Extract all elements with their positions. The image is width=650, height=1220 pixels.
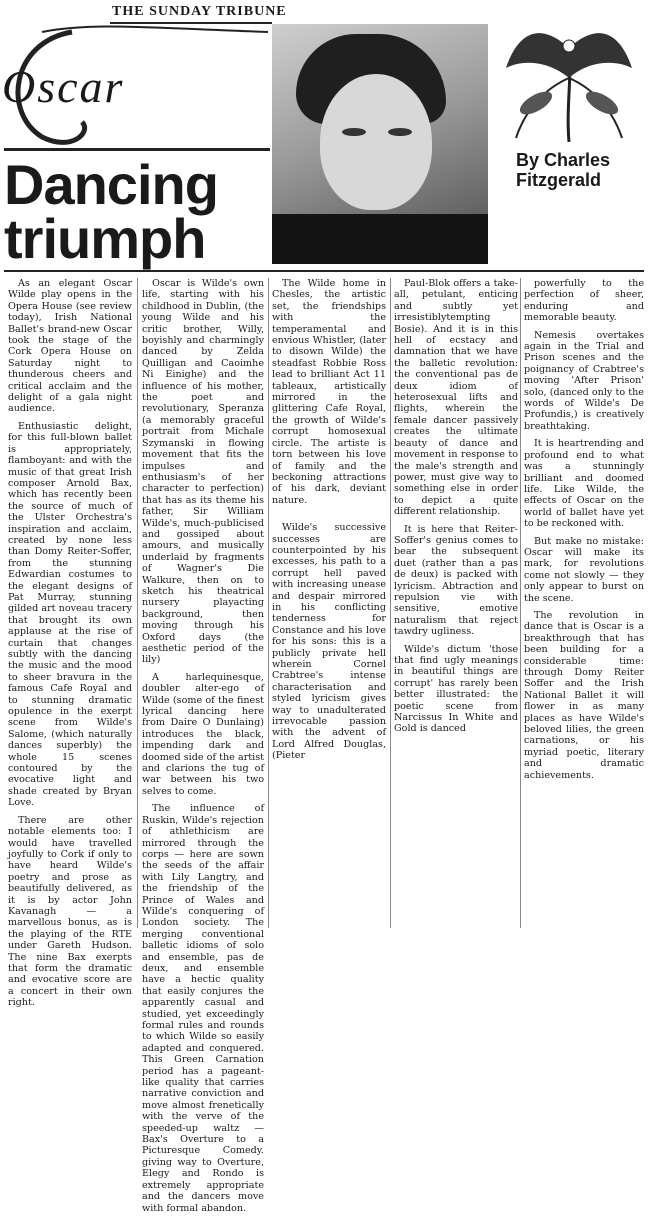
paragraph: It is heartrending and profound end to what was a stunningly brilliant and doomed life. Like Wilde, the effects of Oscar on the world of ballet have yet to be reckoned with.: [524, 438, 644, 530]
paragraph: Paul-Blok offers a take-all, petulant, enticing and subtly yet irresistiblytempting Bosie). And it is in this hell of ecstacy and damnation that we have the balletic revolution: the conventional pas de deux idiom of heterosexual lifts and flights, wherein the female dancer passively creates the ultimate beauty of dance and movement in response to the male's strength and power, must give way to something else in order to depict a quite different relationship.: [394, 278, 518, 518]
masthead: THE SUNDAY TRIBUNE: [112, 4, 287, 19]
paragraph: Oscar is Wilde's own life, starting with his childhood in Dublin, (the young Wilde and his critic brother, Willy, boyishly and charmingly danced by Zelda Quilligan and Caoimhe Ni Einighe) and the influence of his mother, the poet and revolutionary, Speranza (a memorably graceful portrait from Michale Szymanski in flowing movement that fits the impulses and enthusiasm's of her character to perfection) that has as its theme his father, Sir William Wilde's, much-publicised and gossiped about amours, and musically underlaid by fragments of Wagner's Die Walkure, then on to sketch his theatrical nursery playacting background, then moving through his Oxford days (the aesthetic period of the lily): [142, 278, 264, 666]
article-column-1: [8, 278, 132, 1015]
paragraph: As an elegant Oscar Wilde play opens in the Opera House (see review today), Irish National Ballet's brand-new Oscar took the stage of the Cork Opera House on Saturday night to thunderous cheers and critical acclaim and the delight of a gala night audience.: [8, 278, 132, 415]
paragraph: A harlequinesque, doubler alter-ego of Wilde (some of the finest lyrical dancing here from Daire O Dunlaing) introduces the black, impending dark and doomed side of the artist and clarions the tug of war between his two selves to come.: [142, 671, 264, 797]
paragraph: Wilde's successive successes are counterpointed by his excesses, his path to a corrupt hell paved with increasing unease and despair mirrored in his conflicting tenderness for Constance and his love for his sons: this is a publicly private hell wherein Cornel Crabtree's intense characterisation and styled lyricism gives way to unadulterated irrevocable passion with the advent of Lord Alfred Douglas, (Pieter: [272, 522, 386, 762]
column-divider: [137, 278, 138, 928]
paragraph: There are other notable elements too: I would have travelled joyfully to Cork if only to have heard Wilde's poetry and prose as beautifully delivered, as it is by actor John Kavanagh — a marvellous bonus, as is the playing of the RTE under Gareth Hudson. The nine Bax exerpts that form the dramatic and evocative score are a concert in their own right.: [8, 814, 132, 1009]
headline-line-1: Dancing: [4, 153, 218, 216]
paragraph: The revolution in dance that is Oscar is a breakthrough that has been building for a considerable time: through Domy Reiter Soffer and the Irish National Ballet it will flower in as many places as have Wilde's beloved lilies, the green carnations, or his myriad poetic, literary and dramatic achievements.: [524, 609, 644, 781]
paragraph: Wilde's dictum 'those that find ugly meanings in beautiful things are corrupt' has rarely been better illustrated: the poetic scene from Narcissus In White and Gold is danced: [394, 643, 518, 735]
paragraph: It is here that Reiter-Soffer's genius comes to bear the subsequent duet (rather than a pas de deux) is packed with lyricism. Abtraction and repulsion vie with sensitive, emotive naturalism that reject tawdry ugliness.: [394, 523, 518, 638]
title-rule: [4, 148, 270, 151]
headline-line-2: triumph: [4, 207, 206, 270]
column-divider: [268, 278, 269, 928]
paragraph: Enthusiastic delight, for this full-blown ballet is appropriately, flamboyant: and with the music of that great Irish composer Arnold Bax, which has recently been the source of much of the Ulster Orchestra's inspiration and acclaim, created by none less than Domy Reiter-Soffer, from the stunning Edwardian costumes to the elegant designs of Pat Murray, stunning gilded art noveau tracery that brought its own applause at the rise of curtain that changes subtly with the dancing the music and the mood to sheer bravura in the famous Cafe Royal and to stunning dramatic opulence in the exerpt scene from Wilde's Salome, (which naturally dances superbly) the whole 15 scenes contoured by the evocative light and shade created by Bryan Love.: [8, 420, 132, 809]
column-divider: [390, 278, 391, 928]
paragraph: But make no mistake: Oscar will make its mark, for revolutions come not slowly — they only appear to burst on the scene.: [524, 535, 644, 604]
article-column-3: [272, 278, 386, 768]
article-column-5: [524, 278, 644, 787]
paragraph: Nemesis overtakes again in the Trial and Prison scenes and the poignancy of Crabtree's moving 'After Prison' solo, (danced only to the words of Wilde's De Profundis,) is creatively breathtaking.: [524, 329, 644, 432]
byline: [516, 150, 610, 190]
paragraph: powerfully to the perfection of sheer, enduring and memorable beauty.: [524, 278, 644, 324]
paragraph: The Wilde home in Chesles, the artistic set, the friendships with the temperamental and envious Whistler, (later to disown Wilde) the steadfast Robbie Ross lead to brilliant Act 11 tableaux, artistically mirrored in the glittering Cafe Royal, the growth of Wilde's corrupt homosexual circle. The artiste is torn between his love of family and the beckoning attractions of his dark, deviant nature.: [272, 278, 386, 506]
byline-by: By Charles: [516, 150, 611, 170]
flower-illustration-icon: [496, 8, 642, 142]
oscar-title: Oscar: [2, 61, 125, 112]
headline: [4, 153, 218, 270]
column-rule: [4, 270, 644, 272]
portrait-photo: [272, 24, 488, 264]
byline-name: Fitzgerald: [516, 170, 602, 190]
paragraph: The influence of Ruskin, Wilde's rejection of athlethicism are mirrored through the corps — here are sown the seeds of the affair with Lily Langtry, and the friendship of the Prince of Wales and Wilde's conquering of London society. The merging conventional balletic idioms of solo and ensemble, pas de deux, and ensemble have a hectic quality that easily conjures the apparently casual and studied, yet exceedingly formal rules and rounds to which Wilde so easily adapted and conquered. This Green Carnation period has a pageant-like quality that carries narrative conviction and move almost frenetically with the verve of the speeded-up waltz — Bax's Overture to a Picturesque Comedy. giving way to Overture, Elegy and Rondo is extremely appropriate and the dancers move with formal abandon.: [142, 803, 264, 1214]
article-column-2: [142, 278, 264, 1220]
article-column-4: [394, 278, 518, 741]
column-divider: [520, 278, 521, 928]
